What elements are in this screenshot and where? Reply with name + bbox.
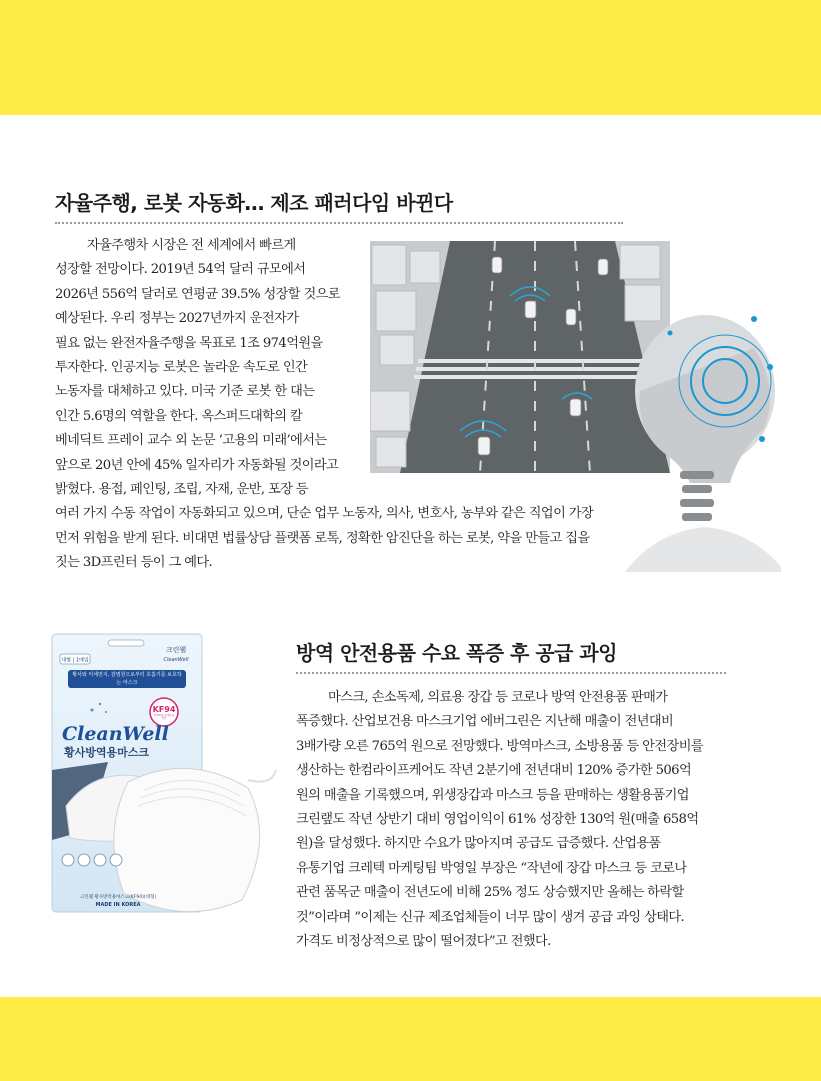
- body-line: 자율주행차 시장은 전 세계에서 빠르게: [87, 238, 296, 253]
- body-line: 3배가량 오른 765억 원으로 전망했다. 방역마스크, 소방용품 등 안전장비를: [296, 738, 703, 754]
- body-line: 인간 5.6명의 역할을 한다. 옥스퍼드대학의 칼: [55, 408, 303, 424]
- section2-title: 방역 안전용품 수요 폭증 후 공급 과잉: [296, 641, 618, 665]
- package-size-badge: 대형 | 1매입: [61, 657, 89, 664]
- body-line: 폭증했다. 산업보건용 마스크기업 에버그린은 지난해 매출이 전년대비: [296, 714, 674, 730]
- body-line: 마스크, 손소독제, 의료용 장갑 등 코로나 방역 안전용품 판매가: [328, 690, 668, 705]
- body-line: 투자한다. 인공지능 로봇은 놀라운 속도로 인간: [55, 360, 308, 376]
- package-kf-badge: KF94: [152, 705, 176, 714]
- top-yellow-band: [0, 0, 821, 115]
- body-line: 필요 없는 완전자율주행을 목표로 1조 974억원을: [55, 335, 323, 351]
- body-line: 예상된다. 우리 정부는 2027년까지 운전자가: [55, 311, 299, 327]
- section1-dotted-rule: [55, 222, 623, 224]
- body-line: 가격도 비정상적으로 많이 떨어졌다”고 전했다.: [296, 934, 551, 950]
- package-bottom-line: 크린웰 황사방역용마스크(KF94)(대형): [79, 895, 157, 900]
- body-line: 원)을 달성했다. 하지만 수요가 많아지며 공급도 급증했다. 산업용품: [296, 836, 661, 852]
- body-line: 베네딕트 프레이 교수 외 논문 ‘고용의 미래’에서는: [55, 433, 327, 449]
- package-banner-text: 황사와 미세먼지, 감염원으로부터 호흡기를 보호하는 마스크: [72, 672, 182, 686]
- body-line: 밝혔다. 용접, 페인팅, 조립, 자재, 운반, 포장 등: [55, 482, 309, 498]
- section2-dotted-rule: [296, 672, 726, 674]
- body-line: 2026년 556억 달러로 연평균 39.5% 성장할 것으로: [55, 286, 340, 302]
- package-product-name: 황사방역용마스크: [64, 746, 150, 759]
- robot-road-illustration: [370, 241, 781, 572]
- body-line: 관련 품목군 매출이 전년도에 비해 25% 정도 상승했지만 올해는 하락할: [296, 885, 684, 901]
- body-line: 여러 가지 수동 작업이 자동화되고 있으며, 단순 업무 노동자, 의사, 변호사, 농부와 같은 직업이 가장: [55, 506, 594, 522]
- package-logo: CleanWell: [62, 723, 169, 745]
- body-line: 앞으로 20년 안에 45% 일자리가 자동화될 것이라고: [55, 457, 339, 473]
- section2-body: [296, 686, 703, 954]
- body-line: 짓는 3D프린터 등이 그 예다.: [55, 555, 213, 571]
- body-line: 유통기업 크레텍 마케팅팀 박영일 부장은 “작년에 장갑 마스크 등 코로나: [296, 860, 687, 876]
- section1-title: 자율주행, 로봇 자동화… 제조 패러다임 바뀐다: [55, 191, 453, 215]
- body-line: 생산하는 한컴라이프케어도 작년 2분기에 전년대비 120% 증가한 506억: [296, 763, 692, 779]
- package-brand-top: 크린웰: [165, 646, 187, 654]
- mask-package-illustration: [48, 630, 280, 918]
- body-line: 노동자를 대체하고 있다. 미국 기준 로봇 한 대는: [55, 384, 315, 400]
- body-line: 먼저 위험을 받게 된다. 비대면 법률상담 플랫폼 로톡, 정확한 암진단을 하는 로봇, 약을 만들고 집을: [55, 530, 590, 546]
- package-kf-sub: 의약외품 미세먼지 차단: [153, 714, 175, 720]
- body-line: 성장할 전망이다. 2019년 54억 달러 규모에서: [55, 262, 306, 278]
- package-brand-top-en: CleanWell: [163, 657, 189, 663]
- body-line: 원의 매출을 기록했으며, 위생장갑과 마스크 등을 판매하는 생활용품기업: [296, 787, 689, 803]
- package-origin: MADE IN KOREA: [95, 902, 141, 908]
- bottom-yellow-band: [0, 997, 821, 1081]
- body-line: 것”이라며 “이제는 신규 제조업체들이 너무 많이 생겨 공급 과잉 상태다.: [296, 909, 685, 925]
- body-line: 크린랲도 작년 상반기 대비 영업이익이 61% 성장한 130억 원(매출 658억: [296, 812, 699, 828]
